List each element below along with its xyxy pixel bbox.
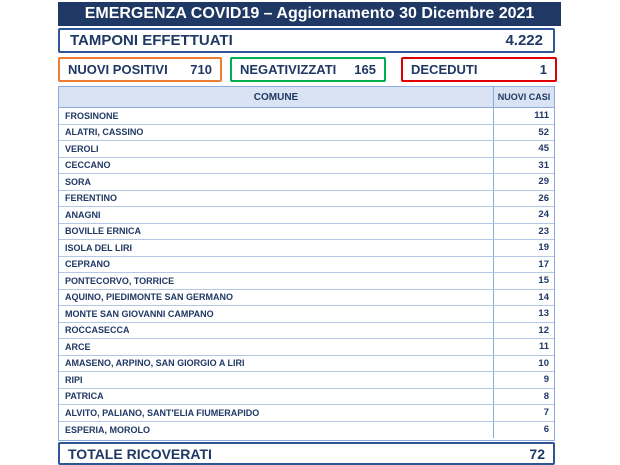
page-title [58, 2, 561, 26]
comune-cell: ESPERIA, MOROLO [59, 422, 494, 439]
column-header-comune: COMUNE [59, 87, 494, 107]
comune-cell: BOVILLE ERNICA [59, 224, 494, 240]
comune-cell: PATRICA [59, 389, 494, 405]
table-body [59, 108, 554, 438]
table-row [59, 290, 554, 307]
comune-cell: CEPRANO [59, 257, 494, 273]
comune-cell: VEROLI [59, 141, 494, 157]
nuovi-casi-cell: 26 [538, 192, 549, 204]
comune-cell: MONTE SAN GIOVANNI CAMPANO [59, 306, 494, 322]
nuovi-casi-cell: 19 [538, 242, 549, 254]
table-row [59, 158, 554, 175]
nuovi-casi-cell: 8 [543, 390, 549, 402]
table-row [59, 191, 554, 208]
totale-ricoverati-box [58, 442, 555, 465]
nuovi-casi-cell: 13 [538, 308, 549, 320]
negativizzati-box [230, 57, 386, 82]
table-row [59, 306, 554, 323]
comune-cell: AMASENO, ARPINO, SAN GIORGIO A LIRI [59, 356, 494, 372]
table-row [59, 224, 554, 241]
table-row [59, 372, 554, 389]
nuovi-casi-cell: 6 [543, 424, 549, 436]
comune-cell: ROCCASECCA [59, 323, 494, 339]
nuovi-casi-cell: 31 [538, 159, 549, 171]
page-title-text: EMERGENZA COVID19 – Aggiornamento 30 Dicembre 2021 [84, 5, 535, 22]
deceduti-value: 1 [539, 62, 547, 77]
tamponi-value: 4.222 [505, 32, 543, 49]
table-row [59, 125, 554, 142]
table-row [59, 356, 554, 373]
comune-cell: SORA [59, 174, 494, 190]
deceduti-label: DECEDUTI [411, 62, 478, 77]
comune-cell: ARCE [59, 339, 494, 355]
comune-cell: ALATRI, CASSINO [59, 125, 494, 141]
nuovi-casi-cell: 29 [538, 176, 549, 188]
table-row [59, 273, 554, 290]
table-row [59, 339, 554, 356]
totale-ricoverati-label: TOTALE RICOVERATI [68, 445, 212, 462]
nuovi-positivi-label: NUOVI POSITIVI [68, 62, 168, 77]
table-row [59, 207, 554, 224]
comune-cell: ANAGNI [59, 207, 494, 223]
nuovi-casi-cell: 52 [538, 126, 549, 138]
nuovi-casi-cell: 23 [538, 225, 549, 237]
nuovi-casi-cell: 10 [538, 357, 549, 369]
comune-cell: RIPI [59, 372, 494, 388]
deceduti-box [401, 57, 557, 82]
comune-cell: ALVITO, PALIANO, SANT'ELIA FIUMERAPIDO [59, 405, 494, 421]
table-row [59, 174, 554, 191]
nuovi-casi-cell: 7 [543, 407, 549, 419]
comune-cell: PONTECORVO, TORRICE [59, 273, 494, 289]
comune-cell: FROSINONE [59, 108, 494, 124]
table-row [59, 405, 554, 422]
table-row [59, 323, 554, 340]
table-row [59, 108, 554, 125]
tamponi-box [58, 28, 555, 53]
nuovi-casi-cell: 45 [538, 143, 549, 155]
comune-cell: CECCANO [59, 158, 494, 174]
comune-cell: ISOLA DEL LIRI [59, 240, 494, 256]
column-header-nuovi-casi: NUOVI CASI [497, 92, 551, 102]
nuovi-casi-cell: 12 [538, 324, 549, 336]
nuovi-casi-cell: 15 [538, 275, 549, 287]
nuovi-casi-cell: 111 [534, 110, 549, 122]
comune-cell: AQUINO, PIEDIMONTE SAN GERMANO [59, 290, 494, 306]
table-header [59, 87, 554, 108]
table-row [59, 240, 554, 257]
totale-ricoverati-value: 72 [529, 445, 545, 462]
nuovi-casi-cell: 9 [543, 374, 549, 386]
negativizzati-label: NEGATIVIZZATI [240, 62, 337, 77]
table-row [59, 257, 554, 274]
tamponi-label: TAMPONI EFFETTUATI [70, 32, 233, 49]
nuovi-casi-cell: 11 [538, 341, 549, 353]
nuovi-positivi-value: 710 [190, 62, 212, 77]
nuovi-casi-cell: 17 [538, 258, 549, 270]
nuovi-positivi-box [58, 57, 222, 82]
cases-table [58, 86, 555, 441]
negativizzati-value: 165 [354, 62, 376, 77]
table-row [59, 422, 554, 439]
table-row [59, 389, 554, 406]
nuovi-casi-cell: 24 [538, 209, 549, 221]
comune-cell: FERENTINO [59, 191, 494, 207]
table-row [59, 141, 554, 158]
nuovi-casi-cell: 14 [538, 291, 549, 303]
